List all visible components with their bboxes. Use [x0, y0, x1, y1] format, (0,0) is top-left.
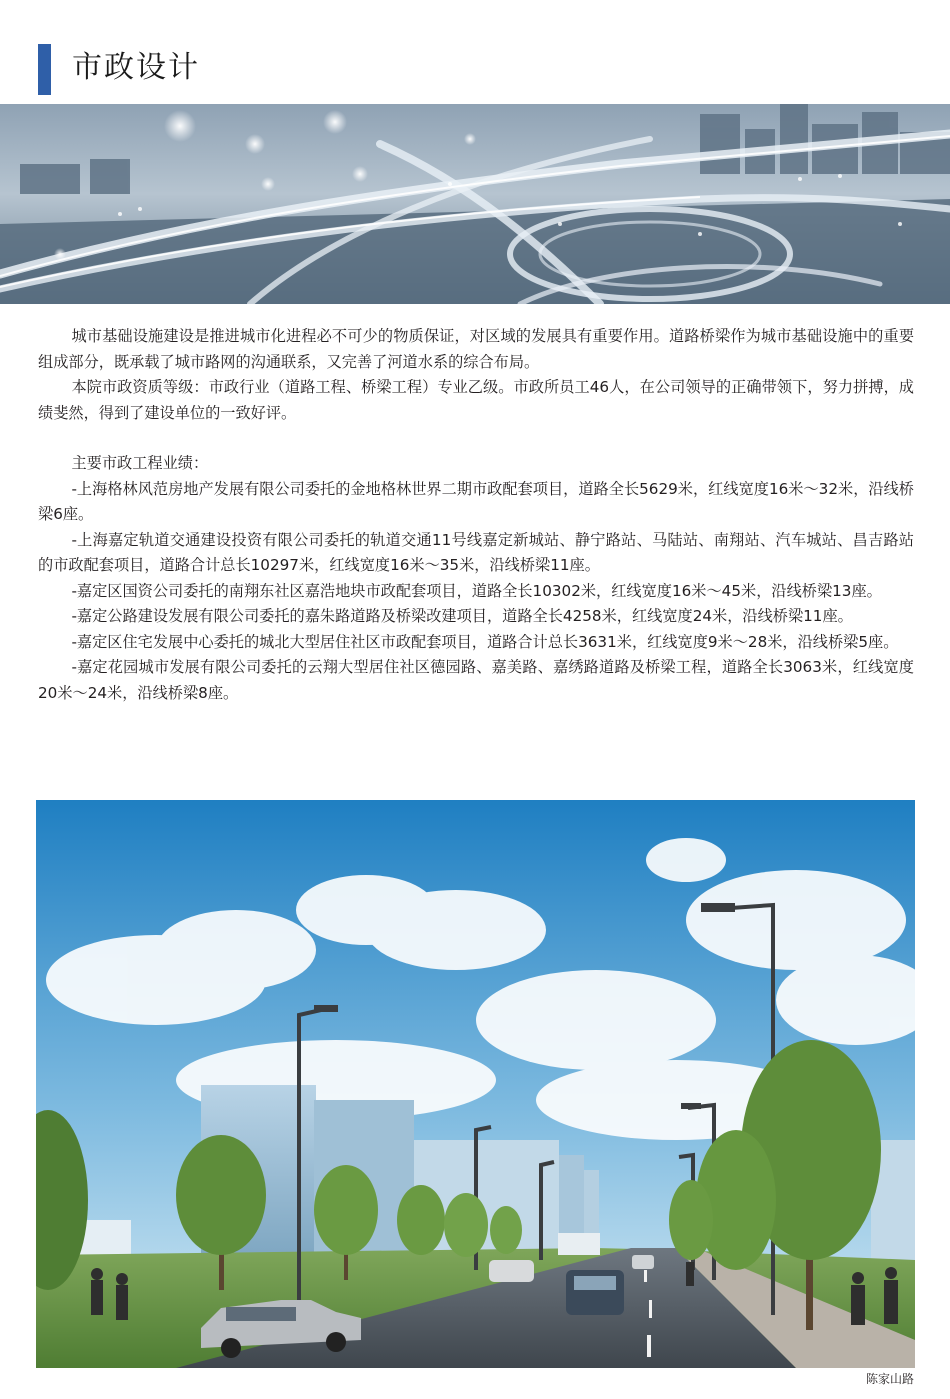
project-item: -上海格林风范房地产发展有限公司委托的金地格林世界二期市政配套项目，道路全长5629米，红线宽度16米～32米，沿线桥梁6座。	[38, 479, 914, 523]
project-item: -嘉定区住宅发展中心委托的城北大型居住社区市政配套项目，道路合计总长3631米，红线宽度9米～28米，沿线桥梁5座。	[71, 632, 899, 651]
intro-paragraph: 城市基础设施建设是推进城市化进程必不可少的物质保证，对区域的发展具有重要作用。道路桥梁作为城市基础设施中的重要组成部分，既承载了城市路网的沟通联系，又完善了河道水系的综合布局。	[38, 327, 914, 371]
intro-paragraph: 本院市政资质等级：市政行业（道路工程、桥梁工程）专业乙级。市政所员工46人，在公司领导的正确带领下，努力拼搏，成绩斐然，得到了建设单位的一致好评。	[38, 378, 914, 422]
main-text	[38, 324, 914, 706]
page-header	[0, 0, 950, 104]
project-item: -嘉定区国资公司委托的南翔东社区嘉浩地块市政配套项目，道路全长10302米，红线宽度16米～45米，沿线桥梁13座。	[71, 581, 882, 600]
page-title: 市政设计	[72, 50, 200, 85]
image-caption: 陈家山路	[865, 1372, 914, 1386]
project-item: -嘉定公路建设发展有限公司委托的嘉朱路道路及桥梁改建项目，道路全长4258米，红线宽度24米，沿线桥梁11座。	[71, 607, 853, 625]
road-rendering-image	[36, 800, 915, 1368]
project-item: -嘉定花园城市发展有限公司委托的云翔大型居住社区德园路、嘉美路、嘉绣路道路及桥梁工程，道路全长3063米，红线宽度20米～24米，沿线桥梁8座。	[38, 658, 914, 702]
title-accent-bar	[38, 44, 51, 95]
highway-interchange-icon	[0, 104, 950, 304]
project-item: -上海嘉定轨道交通建设投资有限公司委托的轨道交通11号线嘉定新城站、静宁路站、马陆站、南翔站、汽车城站、昌吉路站的市政配套项目，道路合计总长10297米，红线宽度16米～35米，沿线桥梁11座。	[38, 530, 914, 574]
projects-heading: 主要市政工程业绩：	[71, 454, 209, 472]
road-rendering-icon	[36, 800, 915, 1368]
banner-image	[0, 104, 950, 304]
